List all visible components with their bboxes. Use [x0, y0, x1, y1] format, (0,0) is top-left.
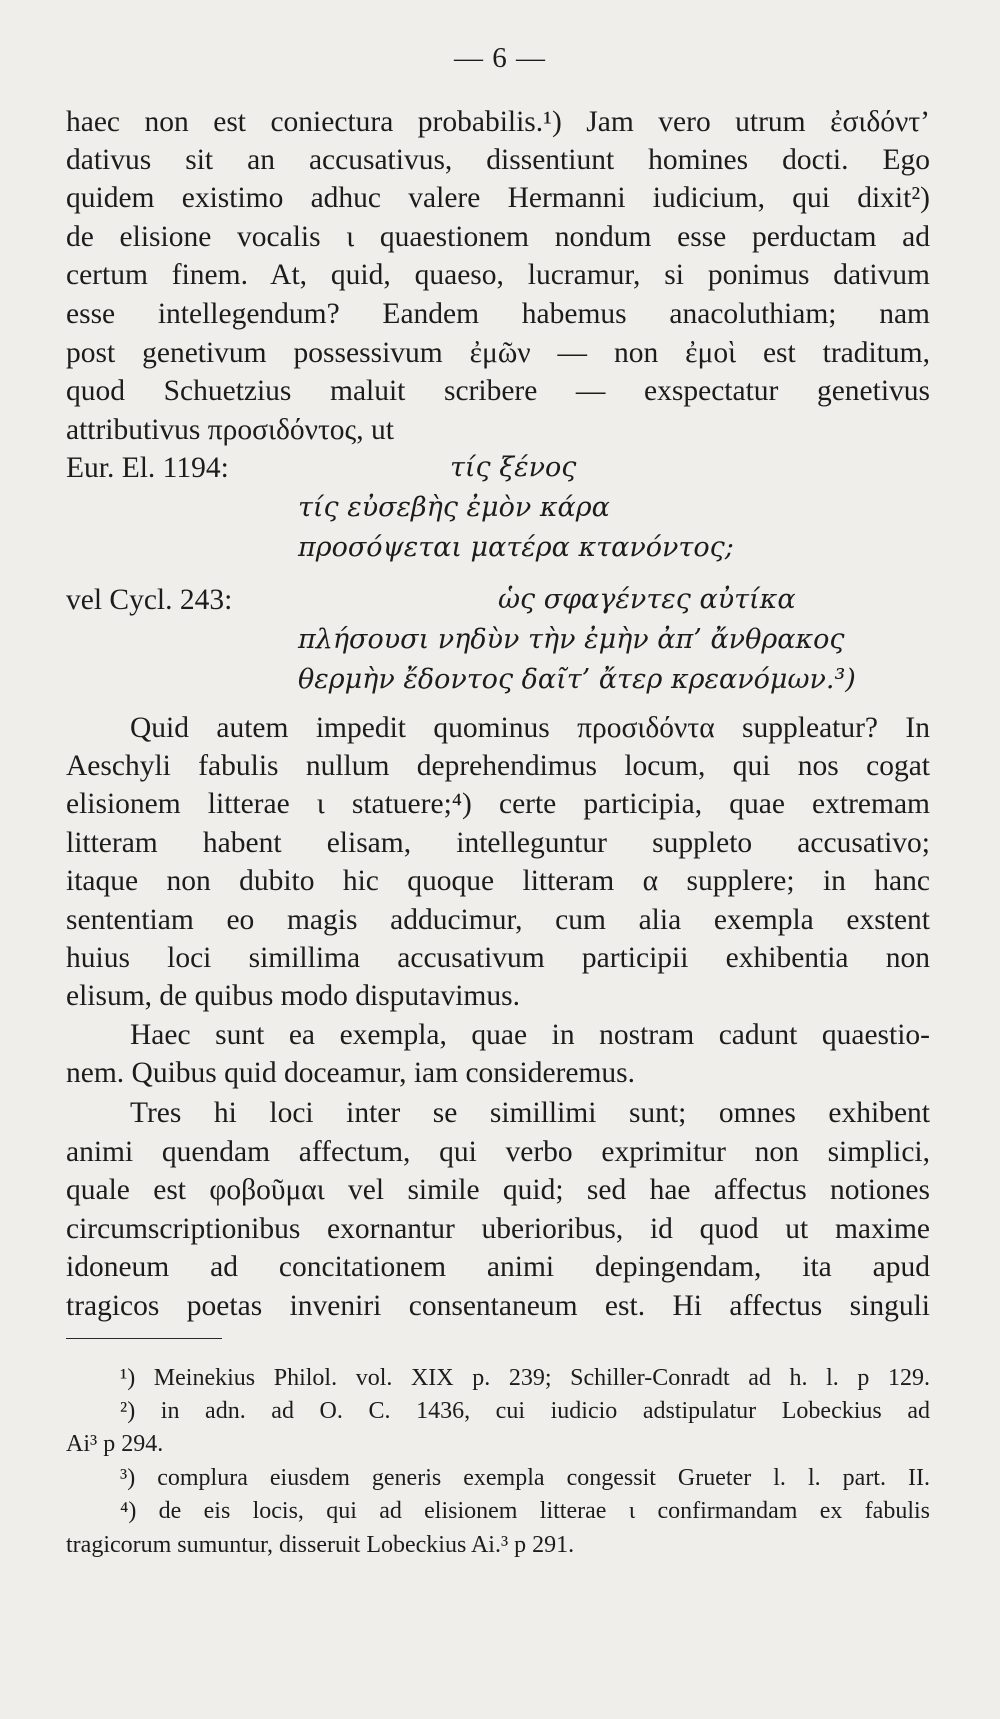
text-line: esse intellegendum? Eandem habemus anacoluthiam; nam [66, 298, 930, 330]
text-line: sententiam eo magis adducimur, cum alia exempla exstent [66, 904, 930, 936]
footnote-line: ¹) Meinekius Philol. vol. XIX p. 239; Schiller-Conradt ad h. l. p 129. [120, 1365, 930, 1391]
text-line: elisionem litterae ι statuere;⁴) certe participia, quae extremam [66, 788, 930, 820]
verse-line: τίς ξένος [450, 452, 577, 483]
text-line: de elisione vocalis ι quaestionem nondum esse perductam ad [66, 221, 930, 253]
text-line: Quid autem impedit quominus προσιδόντα suppleatur? In [130, 712, 930, 744]
text-line: animi quendam affectum, qui verbo exprimitur non simplici, [66, 1136, 930, 1168]
text-line: tragicos poetas inveniri consentaneum est. Hi affectus singuli [66, 1290, 930, 1322]
footnote-line: ³) complura eiusdem generis exempla congessit Grueter l. l. part. II. [120, 1465, 930, 1491]
verse-line: πλήσουσι νηδὺν τὴν ἐμὴν ἀπ’ ἄνθρακος [298, 624, 845, 655]
text-line: dativus sit an accusativus, dissentiunt homines docti. Ego [66, 144, 930, 176]
text-line: Tres hi loci inter se simillimi sunt; omnes exhibent [130, 1097, 930, 1129]
text-line: quidem existimo adhuc valere Hermanni iudicium, qui dixit²) [66, 182, 930, 214]
text-line: post genetivum possessivum ἐμῶν — non ἐμοὶ est traditum, [66, 337, 930, 369]
verse-line: θερμὴν ἔδοντος δαῖτ’ ἄτερ κρεανόμων.³) [298, 664, 856, 695]
text-line: Haec sunt ea exempla, quae in nostram cadunt quaestio- [130, 1019, 930, 1051]
text-line: quod Schuetzius maluit scribere — exspectatur genetivus [66, 375, 930, 407]
text-line: nem. Quibus quid doceamur, iam consideremus. [66, 1057, 636, 1089]
text-line: Aeschyli fabulis nullum deprehendimus locum, qui nos cogat [66, 750, 930, 782]
footnote-line: ²) in adn. ad O. C. 1436, cui iudicio adstipulatur Lobeckius ad [120, 1398, 930, 1424]
text-line: idoneum ad concitationem animi depingendam, ita apud [66, 1251, 930, 1283]
verse-line: ὡς σφαγέντες αὐτίκα [498, 584, 796, 615]
footnote-divider [66, 1338, 222, 1339]
footnote-line: tragicorum sumuntur, disseruit Lobeckius Ai.³ p 291. [66, 1532, 575, 1558]
page-number: — 6 — [454, 42, 546, 74]
text-line: circumscriptionibus exornantur uberioribus, id quod ut maxime [66, 1213, 930, 1245]
text-line: huius loci simillima accusativum participii exhibentia non [66, 942, 930, 974]
text-line: elisum, de quibus modo disputavimus. [66, 980, 520, 1012]
text-line: certum finem. At, quid, quaeso, lucramur, si ponimus dativum [66, 259, 930, 291]
verse-reference: vel Cycl. 243: [66, 584, 233, 616]
text-line: litteram habent elisam, intelleguntur suppleto accusativo; [66, 827, 930, 859]
text-line: quale est φοβοῦμαι vel simile quid; sed hae affectus notiones [66, 1174, 930, 1206]
footnote-line: Ai³ p 294. [66, 1431, 164, 1457]
verse-line: προσόψεται ματέρα κτανόντος; [298, 532, 734, 563]
verse-reference: Eur. El. 1194: [66, 452, 229, 484]
text-line: attributivus προσιδόντος, ut [66, 414, 394, 446]
footnote-line: ⁴) de eis locis, qui ad elisionem litterae ι confirmandam ex fabulis [120, 1498, 930, 1524]
text-line: itaque non dubito hic quoque litteram α supplere; in hanc [66, 865, 930, 897]
verse-line: τίς εὐσεβὴς ἐμὸν κάρα [298, 492, 610, 523]
text-line: haec non est coniectura probabilis.¹) Jam vero utrum ἐσιδόντ’ [66, 106, 930, 138]
